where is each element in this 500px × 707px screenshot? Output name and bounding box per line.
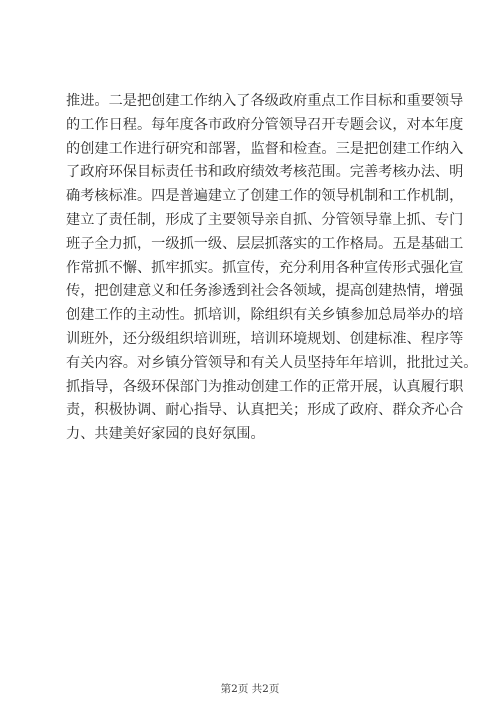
body-paragraph [66,90,478,447]
text-line: 力、共建美好家园的良好氛围。 [66,426,265,443]
text-line: 的工作日程。每年度各市政府分管领导召开专题会议，对本年度 [66,116,464,133]
text-line: 了政府环保目标责任书和政府绩效考核范围。完善考核办法、明 [66,164,464,181]
text-line: 训班外，还分级组织培训班，培训环境规划、创建标准、程序等 [66,330,464,347]
text-line: 推进。二是把创建工作纳入了各级政府重点工作目标和重要领导 [66,93,464,109]
text-line: 班子全力抓，一级抓一级、层层抓落实的工作格局。五是基础工 [66,235,464,252]
page-number-footer: 第2页 共2页 [220,683,280,695]
text-line: 责，积极协调、耐心指导、认真把关；形成了政府、群众齐心合 [66,402,464,419]
text-line: 创建工作的主动性。抓培训，除组织有关乡镇参加总局举办的培 [66,307,464,324]
text-line: 传，把创建意义和任务渗透到社会各领域，提高创建热情，增强 [66,283,464,300]
text-line: 建立了责任制，形成了主要领导亲自抓、分管领导靠上抓、专门 [66,211,464,228]
text-line: 确考核标准。四是普遍建立了创建工作的领导机制和工作机制， [66,188,464,205]
text-line: 的创建工作进行研究和部署，监督和检查。三是把创建工作纳入 [66,140,464,157]
text-line: 作常抓不懈、抓牢抓实。抓宣传，充分利用各种宣传形式强化宣 [66,259,464,276]
text-line: 有关内容。对乡镇分管领导和有关人员坚持年年培训，批批过关。 [66,354,478,371]
text-line: 抓指导，各级环保部门为推动创建工作的正常开展，认真履行职 [66,378,464,395]
